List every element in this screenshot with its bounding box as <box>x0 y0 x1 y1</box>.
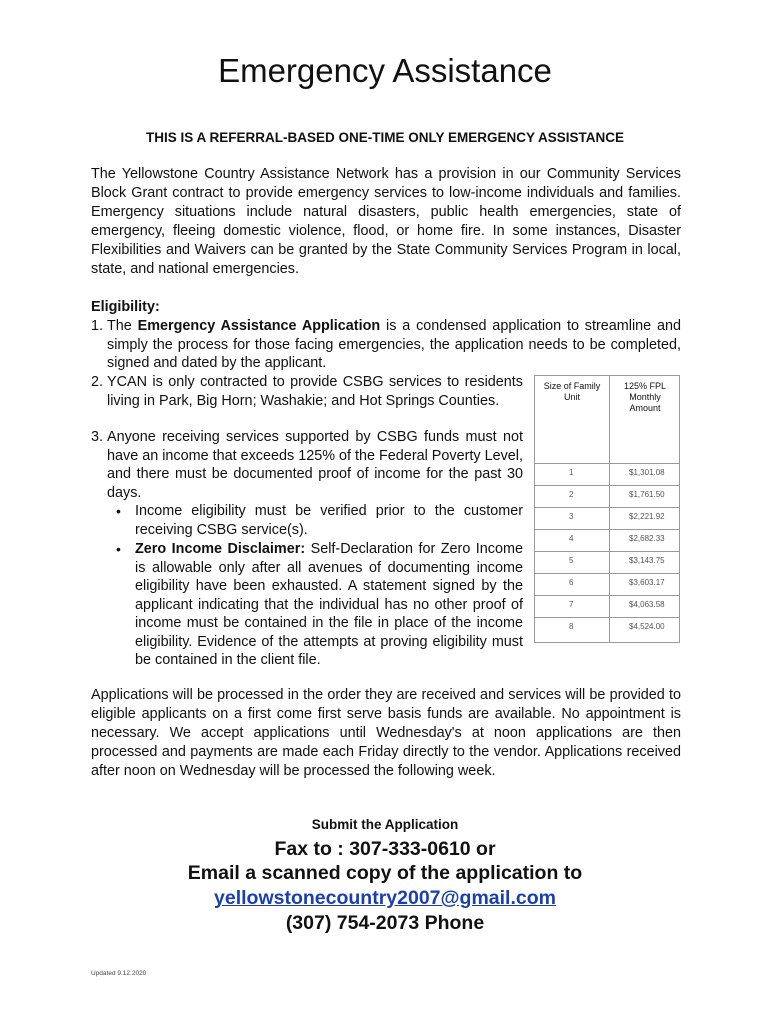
table-cell-amount: $1,761.50 <box>629 490 665 499</box>
item1-pre: The <box>107 318 138 334</box>
closing-paragraph: Applications will be processed in the order they are received and services will be provided to eligible applicants on a first come first serve basis funds are available. No appointment is necessary. We accept applications until Wednesday's at noon applications are then processed and payments are made each Friday directly to the vendor. Applications received after noon on Wednesday will be processed the following week. <box>91 687 681 779</box>
intro-paragraph: The Yellowstone Country Assistance Network has a provision in our Community Services Block Grant contract to provide emergency services to low-income individuals and families. Emergency situations include natural disasters, public health emergencies, state of emergency, fleeing domestic violence, flood, or home fire. In some instances, Disaster Flexibilities and Waivers can be granted by the State Community Services Program in local, state, and national emergencies. <box>91 166 681 277</box>
item1-post: is a condensed application to streamline and simply the process for those facing emergencies, the application needs to be completed, signed and dated by the applicant. <box>107 318 682 371</box>
table-cell-amount: $1,301.08 <box>629 468 665 477</box>
table-cell-size: 4 <box>569 534 574 543</box>
zero-income-text: Self-Declaration for Zero Income is allowable only after all avenues of documenting income eligibility have been exhausted. A statement signed by the applicant indicating that the individual has no other proof of income must be contained in the file in place of the income eligibility. Evidence of the attempts at proving eligibility must be contained in the client file. <box>135 541 523 668</box>
bullet-icon: • <box>116 503 121 519</box>
table-cell-amount: $4,524.00 <box>629 622 665 631</box>
email-link[interactable]: yellowstonecountry2007@gmail.com <box>214 887 556 909</box>
table-divider <box>535 595 679 596</box>
table-cell-size: 2 <box>569 490 574 499</box>
item3-number: 3. <box>91 429 104 445</box>
table-cell-amount: $3,143.75 <box>629 556 665 565</box>
table-divider <box>535 617 679 618</box>
item1-bold: Emergency Assistance Application <box>137 318 381 334</box>
table-divider <box>535 551 679 552</box>
table-cell-size: 7 <box>569 600 574 609</box>
eligibility-item-2: YCAN is only contracted to provide CSBG services to residents living in Park, Big Horn; Washakie; and Hot Springs Counties. <box>107 374 523 409</box>
updated-date: Updated 9.12.2020 <box>91 970 147 977</box>
page-subtitle: THIS IS A REFERRAL-BASED ONE-TIME ONLY EMERGENCY ASSISTANCE <box>145 130 625 145</box>
table-divider <box>535 529 679 530</box>
table-cell-amount: $3,603.17 <box>629 578 665 587</box>
bullet-icon: • <box>116 541 121 557</box>
table-divider <box>535 573 679 574</box>
table-header-amount: 125% FPL Monthly Amount <box>623 381 667 413</box>
eligibility-item-1 <box>107 317 681 373</box>
table-divider <box>535 463 679 464</box>
table-header-size: Size of Family Unit <box>543 381 601 402</box>
table-divider <box>535 507 679 508</box>
table-cell-size: 3 <box>569 512 574 521</box>
bullet-income-verification: Income eligibility must be verified prior to the customer receiving CSBG service(s). <box>135 503 523 538</box>
fpl-table <box>534 375 680 643</box>
phone-line: (307) 754-2073 Phone <box>285 912 485 934</box>
item1-number: 1. <box>91 318 104 334</box>
fax-line: Fax to : 307-333-0610 or <box>274 838 496 860</box>
submit-heading: Submit the Application <box>311 817 459 832</box>
table-cell-size: 1 <box>569 468 574 477</box>
email-line: Email a scanned copy of the application to <box>187 862 583 884</box>
table-cell-size: 5 <box>569 556 574 565</box>
bullet-zero-income <box>135 540 523 670</box>
table-cell-size: 6 <box>569 578 574 587</box>
table-cell-amount: $4,063.58 <box>629 600 665 609</box>
page-title: Emergency Assistance <box>218 52 552 89</box>
zero-income-label: Zero Income Disclaimer: <box>135 541 306 557</box>
table-cell-size: 8 <box>569 622 574 631</box>
table-divider <box>535 485 679 486</box>
eligibility-heading: Eligibility: <box>91 299 160 315</box>
table-cell-amount: $2,682.33 <box>629 534 665 543</box>
item2-number: 2. <box>91 374 104 390</box>
table-cell-amount: $2,221.92 <box>629 512 665 521</box>
eligibility-item-3: Anyone receiving services supported by CSBG funds must not have an income that exceeds 125% of the Federal Poverty Level, and there must be documented proof of income for the past 30 days. <box>107 429 523 501</box>
